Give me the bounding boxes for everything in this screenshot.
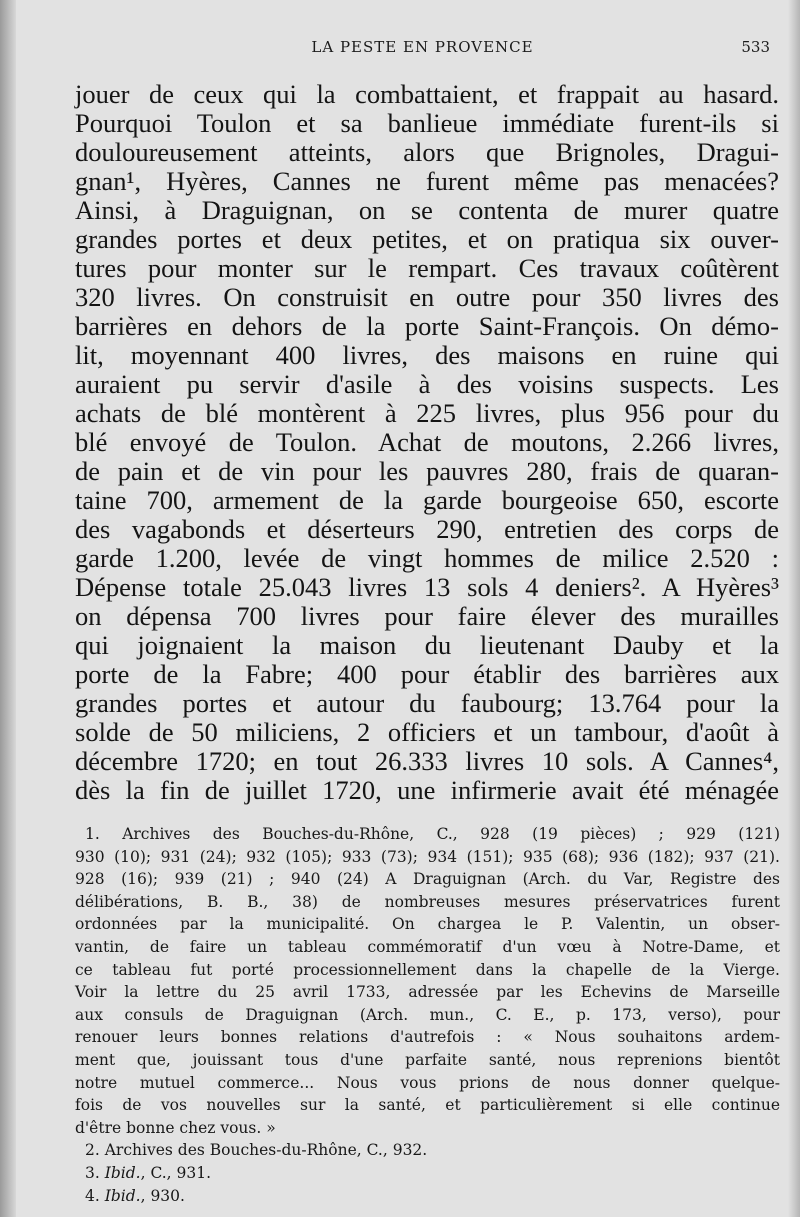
footnote-line: ment que, jouissant tous d'une parfaite santé, nous reprenions bientôt (75, 1050, 780, 1069)
body-line: on dépensa 700 livres pour faire élever des murailles (75, 601, 779, 631)
body-line: douloureusement atteints, alors que Brignoles, Dragui- (75, 137, 779, 167)
footnote-text: , C., 931. (140, 1163, 212, 1182)
body-line: qui joignaient la maison du lieutenant Dauby et la (75, 630, 779, 660)
body-line: Dépense totale 25.043 livres 13 sols 4 deniers². A Hyères³ (75, 572, 779, 602)
body-line: de pain et de vin pour les pauvres 280, frais de quaran- (75, 456, 779, 486)
body-line: taine 700, armement de la garde bourgeoise 650, escorte (75, 485, 779, 515)
footnote-number: 4. (85, 1186, 100, 1205)
footnote-line: Voir la lettre du 25 avril 1733, adressée par les Echevins de Marseille (75, 983, 780, 1002)
footnote-ibid: Ibid. (104, 1186, 141, 1205)
body-line: grandes portes et autour du faubourg; 13.764 pour la (75, 688, 779, 718)
footnote-line: ce tableau fut porté processionnellement dans la chapelle de la Vierge. (75, 960, 780, 979)
footnote-number: 2. (85, 1141, 100, 1160)
body-line: barrières en dehors de la porte Saint-François. On démo- (75, 311, 779, 341)
footnote-text: Archives des Bouches-du-Rhône, C., 932. (104, 1141, 428, 1160)
footnote-line: renouer leurs bonnes relations d'autrefois : « Nous souhaitons ardem- (75, 1028, 780, 1047)
body-line: porte de la Fabre; 400 pour établir des barrières aux (75, 659, 779, 689)
footnote-line: délibérations, B. B., 38) de nombreuses mesures préservatrices furent (75, 892, 780, 911)
page-edge-shadow (788, 0, 800, 1217)
body-line: décembre 1720; en tout 26.333 livres 10 sols. A Cannes⁴, (75, 746, 779, 776)
body-line: Pourquoi Toulon et sa banlieue immédiate furent-ils si (75, 108, 779, 138)
footnote-line: 928 (16); 939 (21) ; 940 (24) A Draguignan (Arch. du Var, Registre des (75, 870, 780, 889)
footnote-text: , 930. (140, 1186, 185, 1205)
footnote-line: d'être bonne chez vous. » (75, 1118, 276, 1137)
footnote-line: aux consuls de Draguignan (Arch. mun., C. E., p. 173, verso), pour (75, 1005, 780, 1024)
footnote-line: fois de vos nouvelles sur la santé, et particulièrement si elle continue (75, 1096, 780, 1115)
body-line: gnan¹, Hyères, Cannes ne furent même pas menacées? (75, 166, 779, 196)
binding-shadow (0, 0, 16, 1217)
body-line: garde 1.200, levée de vingt hommes de milice 2.520 : (75, 543, 779, 573)
body-line: grandes portes et deux petites, et on pratiqua six ouver- (75, 224, 779, 254)
footnote-line: 1. Archives des Bouches-du-Rhône, C., 928 (19 pièces) ; 929 (121) (85, 825, 780, 843)
body-line: auraient pu servir d'asile à des voisins suspects. Les (75, 369, 779, 399)
footnote-line: vantin, de faire un tableau commémoratif d'un vœu à Notre-Dame, et (75, 937, 780, 956)
body-line: achats de blé montèrent à 225 livres, plus 956 pour du (75, 398, 779, 428)
footnote-2 (75, 1139, 780, 1162)
footnote-line: 930 (10); 931 (24); 932 (105); 933 (73); 934 (151); 935 (68); 936 (182); 937 (21). (75, 847, 780, 866)
body-text (75, 80, 779, 805)
body-line: dès la fin de juillet 1720, une infirmerie avait été ménagée (75, 775, 779, 805)
footnote-3 (75, 1162, 780, 1185)
body-line: des vagabonds et déserteurs 290, entretien des corps de (75, 514, 779, 544)
footnote-ibid: Ibid. (104, 1163, 141, 1182)
body-line: solde de 50 miliciens, 2 officiers et un tambour, d'août à (75, 717, 779, 747)
body-line: lit, moyennant 400 livres, des maisons en ruine qui (75, 340, 779, 370)
page-header (75, 38, 770, 60)
footnotes (75, 823, 780, 1207)
body-line: Ainsi, à Draguignan, on se contenta de murer quatre (75, 195, 779, 225)
body-line: 320 livres. On construisit en outre pour 350 livres des (75, 282, 779, 312)
body-line: tures pour monter sur le rempart. Ces travaux coûtèrent (75, 253, 779, 283)
body-line: blé envoyé de Toulon. Achat de moutons, 2.266 livres, (75, 427, 779, 457)
footnote-number: 3. (85, 1163, 100, 1182)
running-title: LA PESTE EN PROVENCE (311, 38, 534, 56)
footnote-line: notre mutuel commerce... Nous vous prions de nous donner quelque- (75, 1073, 780, 1092)
page-number: 533 (741, 38, 770, 56)
footnote-line: ordonnées par la municipalité. On chargea le P. Valentin, un obser- (75, 915, 780, 934)
body-line: jouer de ceux qui la combattaient, et frappait au hasard. (75, 79, 779, 109)
footnote-4 (75, 1185, 780, 1208)
